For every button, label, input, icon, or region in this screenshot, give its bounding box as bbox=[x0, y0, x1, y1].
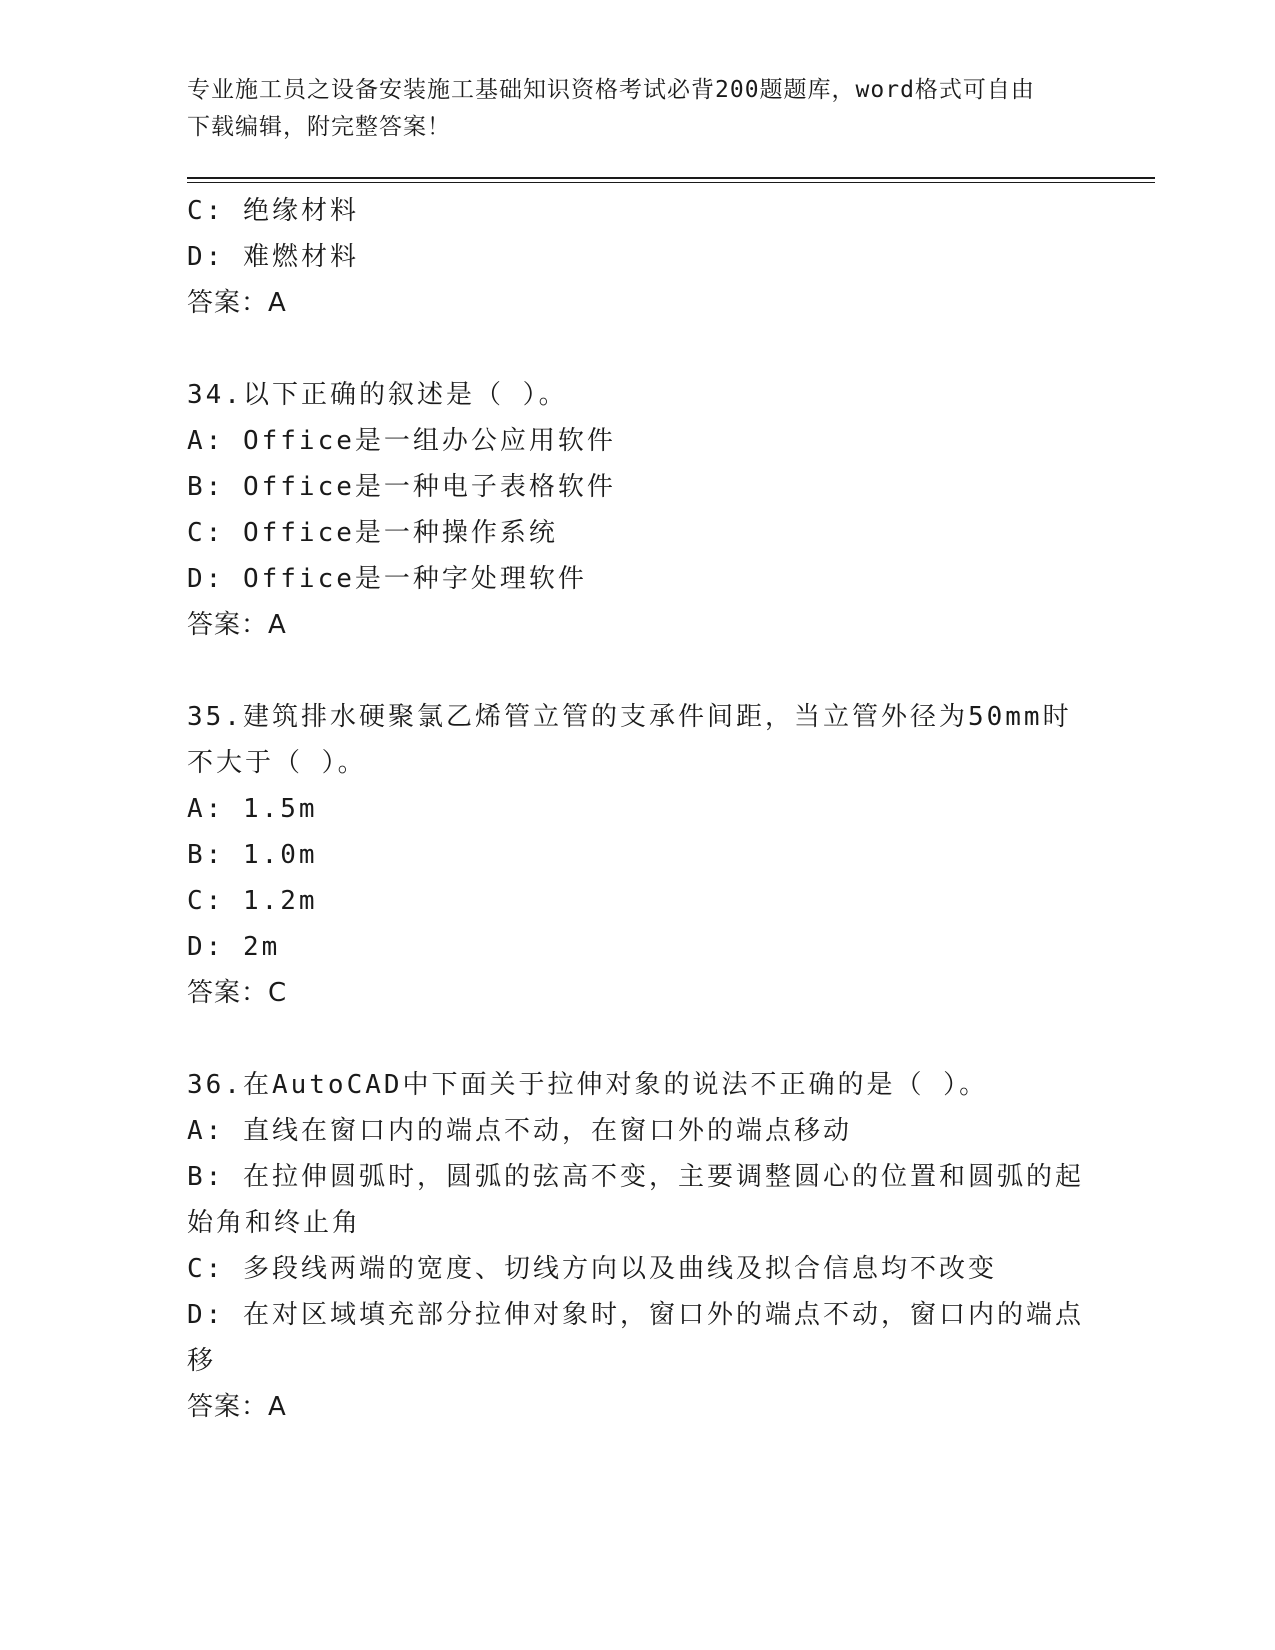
question-35 bbox=[187, 694, 1087, 1016]
answer-line: 答案：C bbox=[187, 978, 288, 1008]
option-a: A: Office是一组办公应用软件 bbox=[187, 426, 616, 456]
spacer bbox=[187, 1016, 1087, 1062]
option-b-line-1: B: 在拉伸圆弧时，圆弧的弦高不变，主要调整圆心的位置和圆弧的起 bbox=[187, 1162, 1084, 1192]
option-c: C: Office是一种操作系统 bbox=[187, 518, 558, 548]
page-header bbox=[187, 72, 1087, 146]
question-stem: 36.在AutoCAD中下面关于拉伸对象的说法不正确的是（ ）。 bbox=[187, 1070, 989, 1100]
question-34 bbox=[187, 372, 1087, 648]
header-line-1: 专业施工员之设备安装施工基础知识资格考试必背200题题库，word格式可自由 bbox=[187, 77, 1035, 103]
answer-line: 答案：A bbox=[187, 1392, 287, 1422]
question-list bbox=[187, 188, 1087, 1430]
spacer bbox=[187, 326, 1087, 372]
question-stem-line-1: 35.建筑排水硬聚氯乙烯管立管的支承件间距，当立管外径为50mm时 bbox=[187, 702, 1072, 732]
answer-line: 答案：A bbox=[187, 610, 287, 640]
option-b-line-2: 始角和终止角 bbox=[187, 1208, 362, 1238]
option-d-line-1: D: 在对区域填充部分拉伸对象时，窗口外的端点不动，窗口内的端点 bbox=[187, 1300, 1084, 1330]
question-33-tail bbox=[187, 188, 1087, 326]
question-36 bbox=[187, 1062, 1087, 1430]
question-stem-line-2: 不大于（ ）。 bbox=[187, 748, 367, 778]
option-a: A: 直线在窗口内的端点不动，在窗口外的端点移动 bbox=[187, 1116, 852, 1146]
option-b: B: 1.0m bbox=[187, 840, 318, 870]
option-d: D: Office是一种字处理软件 bbox=[187, 564, 587, 594]
header-divider-thin bbox=[187, 182, 1155, 183]
option-d: D: 难燃材料 bbox=[187, 242, 359, 272]
option-c: C: 1.2m bbox=[187, 886, 318, 916]
option-a: A: 1.5m bbox=[187, 794, 318, 824]
spacer bbox=[187, 648, 1087, 694]
header-line-2: 下载编辑，附完整答案！ bbox=[187, 114, 451, 140]
option-c: C: 绝缘材料 bbox=[187, 196, 359, 226]
option-d: D: 2m bbox=[187, 932, 281, 962]
header-divider-thick bbox=[187, 177, 1155, 179]
option-d-line-2: 移 bbox=[187, 1346, 217, 1376]
option-c: C: 多段线两端的宽度、切线方向以及曲线及拟合信息均不改变 bbox=[187, 1254, 997, 1284]
answer-line: 答案：A bbox=[187, 288, 287, 318]
question-stem: 34.以下正确的叙述是（ ）。 bbox=[187, 380, 568, 410]
option-b: B: Office是一种电子表格软件 bbox=[187, 472, 616, 502]
